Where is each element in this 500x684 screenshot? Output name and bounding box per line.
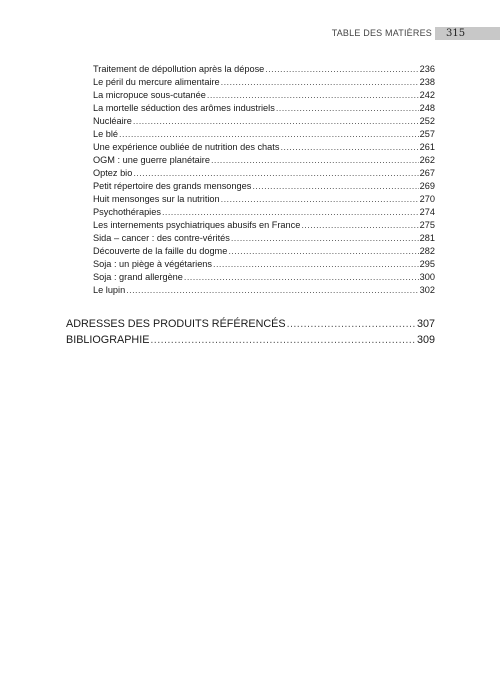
toc-section-title: ADRESSES DES PRODUITS RÉFÉRENCÉS (66, 318, 286, 330)
toc-entry-title: La mortelle séduction des arômes industriels (93, 103, 275, 113)
toc-entry-page: 252 (419, 116, 435, 126)
toc-entry-title: Soja : un piège à végétariens (93, 259, 213, 269)
toc-leader-dots (287, 317, 416, 331)
toc-entry-title: Nucléaire (93, 116, 132, 126)
toc-leader-dots (133, 167, 418, 179)
toc-entry (93, 180, 435, 192)
toc-entry (93, 167, 435, 179)
toc-leader-dots (221, 193, 419, 205)
toc-entry (93, 284, 435, 296)
toc-section-title: BIBLIOGRAPHIE (66, 334, 150, 346)
toc-entry-title: Le péril du mercure alimentaire (93, 77, 220, 87)
toc-leader-dots (276, 102, 419, 114)
toc-entry (93, 154, 435, 166)
toc-entry-page: 275 (419, 220, 435, 230)
toc-entry-title: La micropuce sous-cutanée (93, 90, 206, 100)
toc-entry (93, 76, 435, 88)
running-header-title: TABLE DES MATIÈRES (331, 28, 432, 38)
toc-leader-dots (207, 89, 419, 101)
toc-entry-title: OGM : une guerre planétaire (93, 155, 210, 165)
toc-entry-page: 267 (419, 168, 435, 178)
toc-leader-dots (184, 271, 419, 283)
toc-entry-page: 261 (419, 142, 435, 152)
toc-leader-dots (150, 333, 416, 347)
header-bar (435, 27, 500, 40)
toc-leader-dots (213, 258, 419, 270)
toc-leader-dots (231, 232, 419, 244)
toc-entry-title: Sida – cancer : des contre-vérités (93, 233, 230, 243)
toc-entry-page: 242 (419, 90, 435, 100)
page-number: 315 (446, 28, 466, 39)
toc-section (66, 333, 435, 347)
toc-entry-title: Une expérience oubliée de nutrition des chats (93, 142, 280, 152)
toc-entry (93, 193, 435, 205)
toc-leader-dots (301, 219, 418, 231)
toc-entry-title: Traitement de dépollution après la dépose (93, 64, 265, 74)
toc-entry-page: 238 (419, 77, 435, 87)
toc-entry-page: 282 (419, 246, 435, 256)
toc-section (66, 317, 435, 331)
toc-entry (93, 232, 435, 244)
toc-leader-dots (228, 245, 418, 257)
toc-entry-page: 270 (419, 194, 435, 204)
toc-leader-dots (280, 141, 418, 153)
toc-entry (93, 206, 435, 218)
toc-entry (93, 258, 435, 270)
toc-section-page: 309 (416, 334, 435, 346)
toc-leader-dots (133, 115, 419, 127)
toc-entry-page: 248 (419, 103, 435, 113)
toc-entry-title: Psychothérapies (93, 207, 161, 217)
toc-entry-page: 302 (419, 285, 435, 295)
toc-entry-page: 236 (419, 64, 435, 74)
toc-entry-page: 257 (419, 129, 435, 139)
toc-entry-page: 269 (419, 181, 435, 191)
toc-entry-page: 295 (419, 259, 435, 269)
toc-entry-page: 262 (419, 155, 435, 165)
toc-entry-title: Le lupin (93, 285, 126, 295)
toc-entry-page: 300 (419, 272, 435, 282)
toc-entry-title: Le blé (93, 129, 119, 139)
toc-entry (93, 245, 435, 257)
toc-entry (93, 219, 435, 231)
toc-entry-title: Optez bio (93, 168, 133, 178)
toc-entry (93, 128, 435, 140)
running-header (0, 27, 500, 41)
toc-entry (93, 89, 435, 101)
toc-entry-title: Soja : grand allergène (93, 272, 183, 282)
toc-entry-title: Découverte de la faille du dogme (93, 246, 228, 256)
toc-entry (93, 63, 435, 75)
toc-leader-dots (119, 128, 419, 140)
toc-entry (93, 141, 435, 153)
toc-leader-dots (211, 154, 419, 166)
toc-entry (93, 102, 435, 114)
toc-entry-title: Huit mensonges sur la nutrition (93, 194, 220, 204)
toc-entry-page: 274 (419, 207, 435, 217)
toc-leader-dots (162, 206, 419, 218)
toc-entry-title: Les internements psychiatriques abusifs en France (93, 220, 301, 230)
toc-entry-title: Petit répertoire des grands mensonges (93, 181, 252, 191)
toc-leader-dots (252, 180, 418, 192)
toc-section-page: 307 (416, 318, 435, 330)
toc-entry (93, 271, 435, 283)
toc-entry-page: 281 (419, 233, 435, 243)
toc-leader-dots (221, 76, 419, 88)
toc-leader-dots (265, 63, 418, 75)
toc-entry (93, 115, 435, 127)
toc-leader-dots (126, 284, 418, 296)
